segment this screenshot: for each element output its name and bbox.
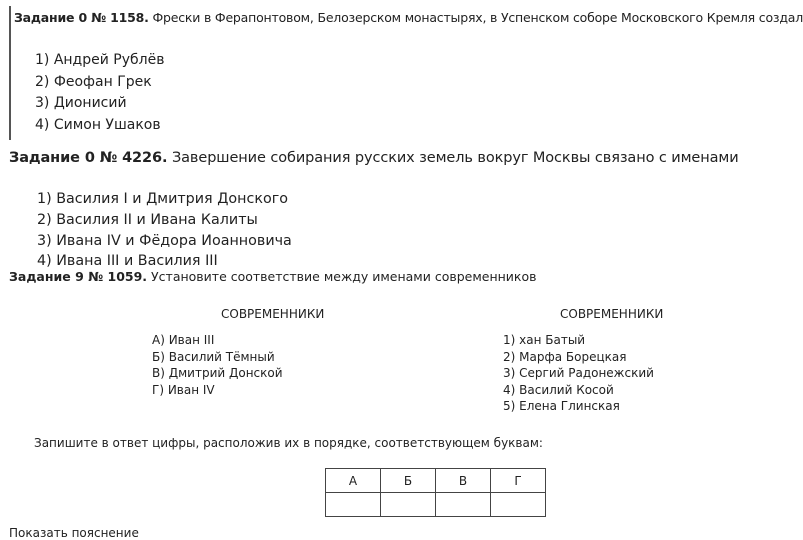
task-2-option[interactable]: 1) Василия I и Дмитрия Донского (37, 191, 288, 207)
task-2-option[interactable]: 2) Василия II и Ивана Калиты (37, 211, 258, 228)
answer-letter: А (326, 469, 381, 493)
task-2-options (37, 189, 292, 272)
answer-cell[interactable] (326, 493, 381, 517)
left-list-item: А) Иван III (152, 333, 215, 347)
answer-instruction: Запишите в ответ цифры, расположив их в порядке, соответствующем буквам: (34, 436, 543, 450)
task-2-title (9, 150, 739, 166)
task-2-number: Задание 0 № 4226. (9, 150, 168, 166)
right-list-item: 5) Елена Глинская (503, 399, 620, 414)
left-list-item: Г) Иван IV (152, 382, 215, 397)
task-3-number: Задание 9 № 1059. (9, 269, 148, 284)
left-list-item: В) Дмитрий Донской (152, 366, 283, 381)
left-list (152, 332, 283, 398)
task-1 (9, 6, 803, 140)
task-1-text: Фрески в Ферапонтовом, Белозерском монастырях, в Успенском соборе Московского Кремля создал (152, 10, 803, 25)
task-3-title (9, 269, 537, 284)
task-1-option[interactable]: 2) Феофан Грек (35, 73, 152, 90)
right-list (503, 332, 654, 415)
task-2-option[interactable]: 3) Ивана IV и Фёдора Иоанновича (37, 232, 292, 249)
show-explanation-link[interactable]: Показать пояснение (9, 526, 139, 540)
left-list-item: Б) Василий Тёмный (152, 349, 275, 364)
answer-table (325, 468, 546, 517)
task-2-text: Завершение собирания русских земель вокруг Москвы связано с именами (171, 150, 739, 166)
task-1-option[interactable]: 3) Дионисий (35, 95, 127, 112)
left-column-header: СОВРЕМЕННИКИ (221, 307, 325, 321)
right-column-header: СОВРЕМЕННИКИ (560, 307, 664, 321)
task-1-title (14, 10, 803, 25)
right-list-item: 2) Марфа Борецкая (503, 349, 627, 364)
answer-cell[interactable] (436, 493, 491, 517)
right-list-item: 1) хан Батый (503, 333, 586, 347)
task-1-option[interactable]: 4) Симон Ушаков (35, 117, 161, 134)
answer-letter: Б (381, 469, 436, 493)
task-1-options (35, 50, 164, 137)
task-1-number: Задание 0 № 1158. (14, 10, 149, 25)
answer-letter: В (436, 469, 491, 493)
task-1-option[interactable]: 1) Андрей Рублёв (35, 52, 165, 68)
right-list-item: 4) Василий Косой (503, 382, 614, 397)
answer-cell[interactable] (491, 493, 546, 517)
answer-letter: Г (491, 469, 546, 493)
right-list-item: 3) Сергий Радонежский (503, 366, 654, 381)
answer-cell[interactable] (381, 493, 436, 517)
task-3-text: Установите соответствие между именами современников (151, 269, 537, 284)
task-2-option[interactable]: 4) Ивана III и Василия III (37, 253, 218, 270)
